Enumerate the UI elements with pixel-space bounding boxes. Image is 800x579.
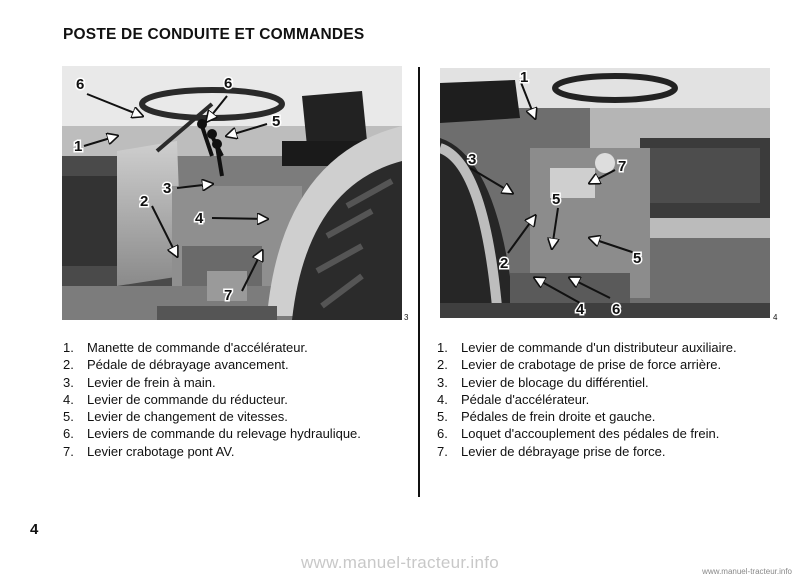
legend-item: 3. Levier de frein à main. (63, 374, 216, 390)
callout-6: 6 (76, 76, 85, 93)
callout-3: 3 (163, 180, 172, 197)
legend-item: 5. Pédales de frein droite et gauche. (437, 409, 656, 425)
legend-item: 7. Levier de débrayage prise de force. (437, 443, 666, 459)
watermark: www.manuel-tracteur.info (300, 553, 500, 572)
legend-item: 4. Levier de commande du réducteur. (63, 391, 288, 407)
figure-number: 4 (773, 313, 778, 322)
page-number: 4 (30, 521, 39, 538)
legend-right (437, 339, 755, 460)
tractor-photo-left (62, 66, 402, 320)
callout-4: 4 (576, 301, 585, 318)
callout-2: 2 (140, 193, 149, 210)
callout-6: 6 (612, 301, 621, 318)
column-divider (418, 67, 420, 497)
page-title: POSTE DE CONDUITE ET COMMANDES (63, 26, 365, 43)
legend-item: 7. Levier crabotage pont AV. (63, 443, 235, 459)
callout-5: 5 (272, 113, 281, 130)
callout-6: 6 (224, 75, 233, 92)
callout-7: 7 (224, 287, 233, 304)
callout-1: 1 (74, 138, 83, 155)
callout-1: 1 (520, 69, 529, 86)
tractor-photo-right (440, 68, 770, 318)
legend-item: 3. Levier de blocage du différentiel. (437, 374, 649, 390)
callout-5: 5 (633, 250, 642, 267)
callout-2: 2 (500, 255, 509, 272)
legend-item: 4. Pédale d'accélérateur. (437, 391, 590, 407)
tractor-illustration-left (62, 66, 402, 320)
callout-5: 5 (552, 191, 561, 208)
callout-7: 7 (618, 158, 627, 175)
callout-3: 3 (468, 151, 477, 168)
legend-item: 2. Pédale de débrayage avancement. (63, 357, 289, 373)
legend-item: 1. Manette de commande d'accélérateur. (63, 340, 308, 355)
callout-arrow (212, 218, 267, 219)
legend-item: 2. Levier de crabotage de prise de force arrière. (437, 357, 722, 373)
legend-item: 6. Leviers de commande du relevage hydraulique. (63, 426, 361, 442)
tractor-illustration-right (440, 68, 770, 318)
legend-item: 6. Loquet d'accouplement des pédales de frein. (437, 426, 720, 442)
legend-item: 5. Levier de changement de vitesses. (63, 409, 288, 425)
legend-item: 1. Levier de commande d'un distributeur auxiliaire. (437, 340, 737, 355)
legend-left (63, 339, 393, 460)
callout-4: 4 (195, 210, 204, 227)
watermark-small: www.manuel-tracteur.info (702, 567, 792, 576)
figure-number: 3 (404, 313, 409, 322)
